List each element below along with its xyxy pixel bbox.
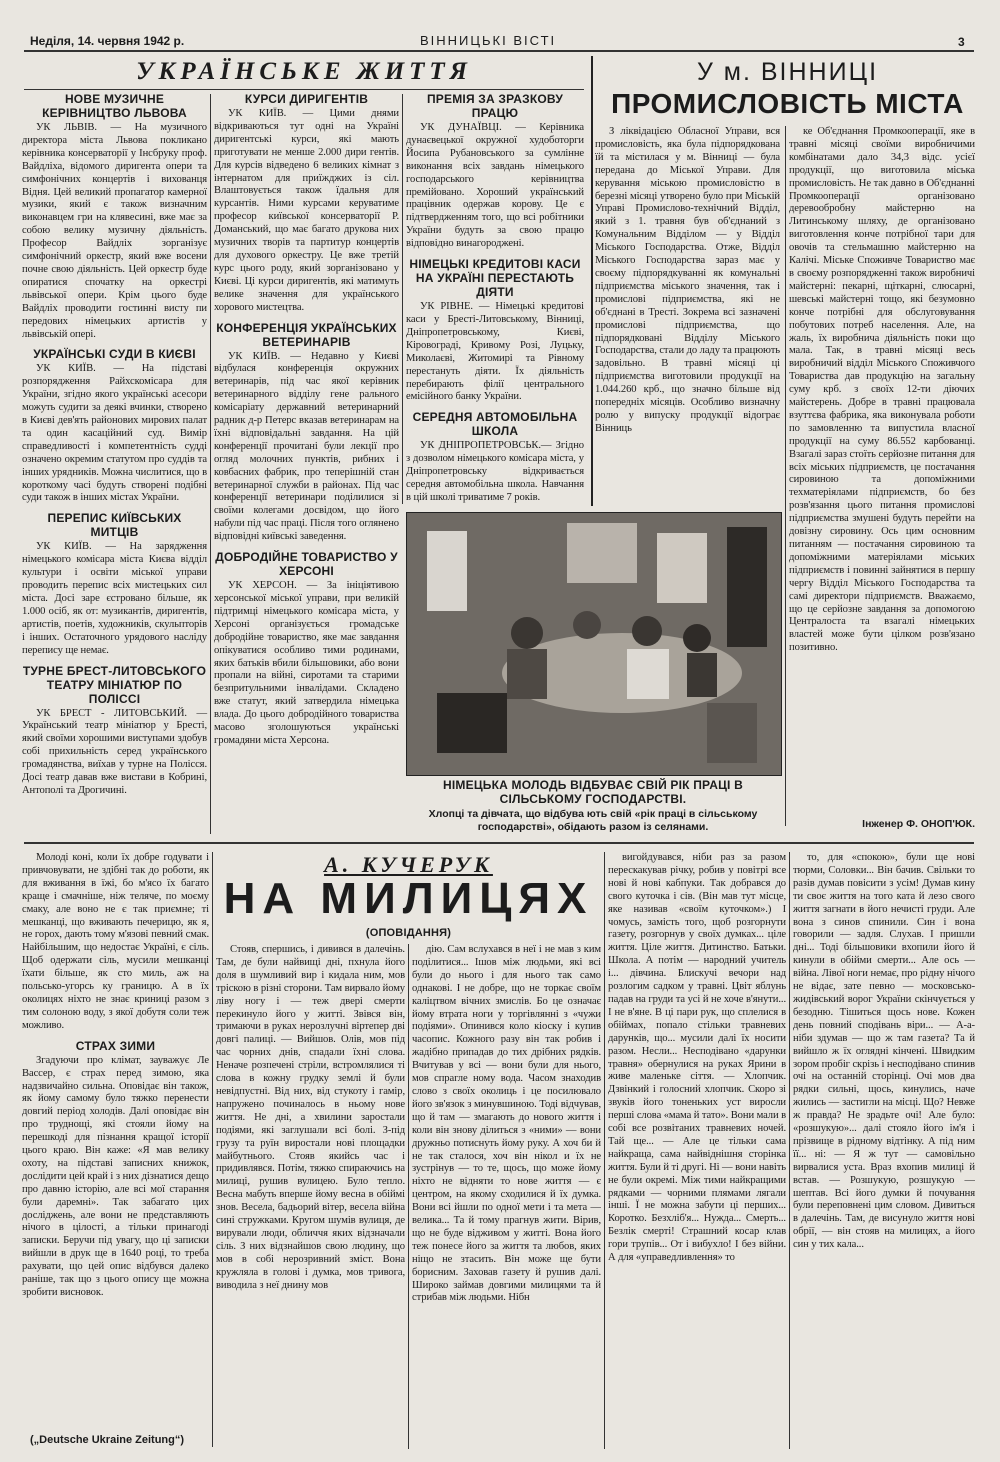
section-title-rule [24,89,584,90]
column-divider [212,852,213,1447]
left-column-1 [22,92,207,798]
article-title: ПЕРЕПИС КИЇВСЬКИХ МИТЦІВ [47,511,182,540]
article-title: КУРСИ ДИРИГЕНТІВ [244,92,369,106]
column-divider [210,94,211,834]
story-text: дію. Сам вслухався в неї і не мав з ким поділитися... Ішов між людьми, які всі були до нього і для нього так само однакові. І не добре, що не торкає своїм каліцтвом вічних змислів. Бо це означає йому втрата ноги у торгівлянні з «чужи подіями». Опинився коло кіоску і купив часопис. Кожного разу він так робив і жадібно припадав до тих дрібних рядків. Вчитував у всі — вони були для нього, мов спрагле ному вода. Часом знаходив слово з своїх околиць і це посилювало його зв'язок з минувшиною. Тоді відчував, що й там — змагають до нового життя і коли він знову ділиться з «ними» — вони дружньо потиснуть йому руку. А хоч би й не так сталося, хоч він нікол и їх не зустрінув — то те, щось, що може йому ніхто не відняти то нове життя — є центром, на якому сходилися й їх думка. Вони всі йшли по одної мети і та мета — велика... Та й тому прагнув жити. Вірив, що не буде відживом у житті. Вона його теж понесе його за життя та любов, яких ніщо не зтасить. Він може ще бути борисним. Заховав газету й рушив далі. Широко займав довгими милицями та й стрибав між людьми. Нібн [412,944,601,1304]
article-body: УК КИЇВ. — Недавно у Києві відбулася конференція окружних ветеринарів, під час якої керівник ветеринарного відділу гене рального комісаріату державний ветеринарний радник д-р Петерс вказав ветеринарам на їхні відповідальні завдання. На цій конференції прочитані були лекції про огляд молочних пунктів, рибних і ковбасних фабрик, про теперішній стан ветеринарної служби в районах. Під час конференції ветеринари поділилися зі своїми колегами досвідом, що його набули під час праці. Після того оглянено відповідні київські заведення. [214,350,399,543]
column-divider [604,852,605,1449]
photo-scene-icon [407,513,781,775]
article-body: УК ХЕРСОН. — За ініціятивою херсонської міської управи, при великій підтримці німецького комісара міста, у Херсоні організується громадське добродійне товариство, яке має завдання опікуватися особливо тими родинами, яких батьків вбили більшовики, або вони пропали на війні, сиротами та старими безпритульними інвалідами. Складено вже статут, який затвердила німецька влада. До цього добродійного товариства масово зголошуються українські громадяни міста Херсона. [214,580,399,746]
bottom-left-column [22,852,209,1432]
article-title: УКРАЇНСЬКІ СУДИ В КИЄВІ [33,347,196,362]
column-divider [789,852,790,1449]
article-title: НІМЕЦЬКІ КРЕДИТОВІ КАСИ НА УКРАЇНІ ПЕРЕСТАЮТЬ ДІЯТИ [409,257,581,300]
issue-date: Неділя, 14. червня 1942 р. [30,34,185,48]
story-title: НА МИЛИЦЯХ [223,874,594,923]
section-divider [591,56,593,506]
article-body: ке Об'єднання Промкооперації, яке в травні місяці своїми виробничими комбінатами дало 34,3 відс. усієї продукції, що виготовила міська промисловість. Не так давно в Об'єднанні Промкооперації організовано деревообробну майстерню на Литинському шляху, де організовано виготовлення конче потрібної тари для овочів та стельмашню майстерню на Калічі. Міське Споживче Товариство має в своєму розпорядженні також виробничі майстерні: пекарні, щіткарні, слюсарні, шевські майстерні тощо, які безумовно конче потрібні для обслуговування побутових потреб населення. Але, на жаль, їх виробнича діяльність поки що мала. Так, в травні місяці весь виробничий відділ Міського Споживчого Товариства дав продукцію на загальну суму крб. з своїх 12-ти діючих майстерень. Добре в травні працювала взуттєва фабрика, яка виконувала роботи по замовленню та випустила власної продукції на суму 86.552 карбованці. Взагалі зараз стоїть серйозне питання для всіх міських підприємств, це постачання сировиною та допоміжними техматеріялами підприємств, бо без розв'язання цього питання промислові підприємства змушені будуть перейти на довізну сировину. Ось цим основним питанням — постачання сировиною та допоміжними матеріялами міських підприємств і повинні зайнятися в першу чергу Відділ Міського Господарства та самі директори підприємств. Вважаємо, що це серйозне завдання за допомогою Централоста та взагалі німецьких властей може бути цілком розв'язано позитивно. [789,126,975,654]
column-divider [402,94,403,504]
article-body: УК ДУНАЇВЦІ. — Керівника дунаєвецької окружної худоботорги Йосипа Рубановського за сумлінне виконання всіх завдань німецького господарського керівництва премійовано. Хороший український працівник одержав корову. Це є підтвердженням того, що всі робітники України будуть за свою працю відповідно винагороджені. [406,122,584,250]
story-author: А. КУЧЕРУК [324,852,493,877]
article-title: ПРЕМІЯ ЗА ЗРАЗКОВУ ПРАЦЮ [426,92,564,120]
story-column-2 [412,944,601,1449]
story-subtitle: (ОПОВІДАННЯ) [365,927,452,939]
left-column-2 [214,92,399,748]
right-column-2 [789,126,975,816]
article-body: УК ДНІПРОПЕТРОВСЬК.— Згідно з дозволом німецького комісара міста, у Дніпропетровську відкривається середня автомобільна школа. Навчання в цій школі триватиме 7 років. [406,440,584,503]
photo-caption-title: НІМЕЦЬКА МОЛОДЬ ВІДБУВАЄ СВІЙ РІК ПРАЦІ В СІЛЬСЬКОМУ ГОСПОДАРСТВІ. [443,778,743,806]
right-column-1 [595,126,780,506]
column-divider [408,944,409,1449]
story-column-3 [608,852,786,1449]
article-body: УК РІВНЕ. — Німецькі кредитові каси у Бресті-Литовському, Вінниці, Дніпропетровському, Києві, Кіровограді, Кривому Розі, Луцьку, Миколаєві, Житомирі та Рівному перестануть діяти. Їх діяльність перебирають філії центрального емісійного банку України. [406,301,584,403]
article-title: ТУРНЕ БРЕСТ-ЛИТОВСЬКОГО ТЕАТРУ МІНІАТЮР ПО ПОЛІССІ [22,663,207,706]
article-title: СТРАХ ЗИМИ [75,1038,156,1053]
article-title: ДОБРОДІЙНЕ ТОВАРИСТВО У ХЕРСОНІ [215,550,398,579]
section-title-ukrainian-life: УКРАЇНСЬКЕ ЖИТТЯ [136,58,472,85]
masthead: ВІННИЦЬКІ ВІСТІ [420,33,557,48]
left-column-3 [406,92,584,505]
article-body: Згадуючи про клімат, зауважує Ле Вассер, є страх перед зимою, яка надзвичайно сильна. Оповідає він також, як йому самому було тяжко перенести довгий період холодів. Далі оповідає він про труднощі, які стояли йому на перешкоді для пізнання кращої історії цього краю. Він каже: «Я мав велику охоту, на підставі записних книжок, дослідити цей край і з них дізнатися дещо про давню історію, але всі мої старання були даремні». Так забагато цих досліджень, але вони не представляють нічого в цілості, а тільки принагоді записки. Беручи під увагу, що ці записки вийшли в друк ще в 1640 році, то треба рахувати, що цей опис відбувся далеко раніше, так що з цього опису ще можна зробити висновок. [22,1054,209,1298]
photo-youth-farm-meal [406,512,782,776]
article-body: УК ЛЬВІВ. — На музичного директора міста Львова покликано керівника консерваторії у Інсбруку проф. Вайдліха, відомого диригента опери та симфонічних концертів і вихованця Відня. Цей великий пропагатор камерної музики, який є також визначним виконавцем гри на клявесині, вже має за собою велику музичну діяльність. Професор Вайдліх зорганізує симфонічний оркестр, який вже восени почне свою діяльність. Цей оркестр буде опиратися спочатку на оркестрі львівської опери. Крім цього буде Вайдліх проводити гостинні висту пи передових німецьких артистів у львівській опері. [22,122,207,340]
article-body: УК КИЇВ. — Цими днями відкриваються тут одні на Україні диригентські курси, які мають приготувати не менше 2.000 дири гентів. Для курсів відведено 6 великих кімнат з інтернатом для приїжджих із сіл. Влаштовується також їдальня для курсантів. Ними курсами керуватиме професор київської консерваторії Р. Доманський, що має багато друкова них музичних творів та партитур концертів для духового оркестру. Це вже третій курс цього роду, який зорганізовано у Києві. Ці курси диригентів, які матимуть велике значення для українського хорового мистецтва. [214,108,399,313]
article-body: Молоді коні, коли їх добре годувати і привчовувати, не здібні так до роботи, як для вживання в їжі, бо м'ясо їх багато краще і смачніше, ніж теляче, по моєму смаку, але воно не є так приємне; ті мешканці, що вживають печерицю, як я, не горох, дають тому м'язові певний смак. Найбільшим, що недостає Україні, є сіль. Щоб одержати сіль, мусили мешканці їхати більше, як сто миль, аж на польсько-угорсь ку границю. А в їх околицях ніхто не знає криниці разом з тим солоною воду, з якої добутя соли теж можливо. [22,852,209,1031]
article-body: УК БРЕСТ - ЛИТОВСЬКИЙ. — Український театр мініатюр у Бресті, який своїми хорошими виступами здобув собі прихильність серед українського громадянства, виїхав у турне на Полісся. Досі театр давав вже вистави в Кобрині, Антополі та Дрогичині. [22,707,207,796]
headline-industry: ПРОМИСЛОВІСТЬ МІСТА [611,88,964,119]
article-title: КОНФЕРЕНЦІЯ УКРАЇНСЬКИХ ВЕТЕРИНАРІВ [216,320,397,349]
story-column-4 [793,852,975,1449]
story-column-1 [216,944,405,1449]
page-middle-rule [24,842,974,844]
page-number: 3 [958,35,965,49]
article-body: УК КИЇВ. — На зарядження німецького комісара міста Києва відділ культури і освіти міської управи проводить перепис всіх мистецьких сил міста. Досі заре єстровано більше, як 1.000 осіб, як от: музикантів, диригентів, артистів, поетів, художників, скульпторів і інших. Остаточного урядового насліду перепису ще немає. [22,541,207,656]
story-text: то, для «спокою», були ще нові тюрми, Соловки... Він бачив. Свільки то разів думав повісити з усім! Думав кину ти своє життя на того ката й лезо свого життя загнати в його нечисті груди. Але вона з синов спинили. Син і вона говорили — задля. Слухав. І пришли дні... Тоді більшовики вхопили його й кинули в обійми смерти... Але ось — війна. Лівої ноги немає, про рідну нічого не відає, зате певно — московсько-жидівський ворог України скінчується у безодню. Тішиться щось нове. Кожен день повний сподівань віри... — А-а-ніби здумав — що ж там газета? Та й вийшло ж їх оглядні кінчені. Швидким зором пробіг скрізь і несподівано спинив очі на останній сторінці. Очі мов два рядки сильні, щось, кинулись, наче жились — застигли на місці. Що? Невже ж правда? Не зрадьте очі! Але було: «розшукую»... далі стояло його ім'я і прізвище в рідному відтінку. А під ним її... ні: — Я ж тут — самовільно вирвалися уста. Враз вхопив милиці й встав. — Розшукую, розшукую — шептав. Всі його думки й почування були переповнені цим словом. Дивиться в далечінь. Там, де висунуло життя нові обрії, — він стояв на милицях, а його син у тих кала... [793,852,975,1251]
section-title-vinnytsia: У м. ВІННИЦІ [696,58,879,86]
photo-caption-body: Хлопці та дівчата, що відбува ють свій «рік праці в сільському господарстві», обідають разом із селянами. [428,808,758,833]
story-text: Стояв, спершись, і дивився в далечінь. Там, де були найвищі дні, пхнула його доля в шумливий вир і кидала ним, мов тріскою в різні сторони. Там вирвало йому ліву ногу і — теж двері смерти перекинуло його у житті. Звівся він, тримаючи в руках нерозлучні віртепер дві довгі палиці. — Вийшов. Олів, мов під час чорних днів, спадали їхні слова. Неначе розпечені стріли, встромлялися ті слова в кожну грудку землі й були невідпустні. Від них, від стукоту і гамір, напружено починалось в ньому нове життя. Не дні, а хвилини заростали подіями, які заглушали всі болі. З-під грузу та руїн виростали нові площадки майбутнього. Стояв якийсь час і придивлявся. Потім, тяжко спираючись на милиці, рушив вулицею. Було тепло. Весна мабуть вперше йому весна в обіймі знов. Весела, бадьорий вітер, весела війна сині стружками. Кругом шумів вулиця, де вирували люди, обличчя яких відзначали сіль. З них відзнайшов свою людину, що мов в собі нерозривний зміст. Вона кружляла в голові і думка, мов тривога, виводила з неї днину мов [216,944,405,1291]
header-rule [24,50,974,52]
source-citation: („Deutsche Ukraine Zeitung“) [30,1434,185,1446]
article-title: НОВЕ МУЗИЧНЕ КЕРІВНИЦТВО ЛЬВОВА [42,92,187,120]
story-text: вигойдувався, ніби раз за разом перескакував річку, робив у повітрі все нові й нові кабпуки. Так добрався до свого куточка і сів. (Він мав тут місце, яке називав «своїм куточком».) І чомусь, замість того, щоб розгорнути газету, розгорнув у своїх думках... ціле життя. Ціле життя. Дитинство. Батьки. Школа. А потім — народний учитель і... дівчина. Блискучі вечори над розлогим садком у травні. Цвіт яблунь падав на груди та усі й не хоче в'янути... І не в'яне. В ці пари рук, що сплелися в обіймах, попало стільки травневих дарунків, що... мусили далі їх носити разом. Несли... Несподівано «дарунки травня» обернулися на руках Ярини в живе маленьке сіття. — Хлопчик. Дзвінкий і голосний хлопчик. Скоро зі звуків його тоненьких уст виросли перші слова «мама й тато». Вони мали в собі все розвітаних травневих ночей. Тай ще... — Але це тільки сама найкраща, сама найвіднішня сторінка життя. Були й ті другі. Ні — вони навіть не були окремі. Між тими найкращими рядками — чорними плямами лягали інші. Ї не можна забути ці перших... Коротко. Безхліб'я... Нужда... Смерть... Безлік смерті! Страшний косар клав гори трупів... От і вибухло! І без війни. А для «управедливлення» то [608,852,786,1264]
column-divider [785,126,786,826]
article-body: УК КИЇВ. — На підставі розпорядження Райхскомісара для України, згідно якого українські асесори можуть судити за деякі вчинки, створено в Києві дев'ять районових мирових палат та один касаційний суд. Вимір справедливості і компетентність судді означено окремим статутом про суддів та інших урядників. Можна числитися, що в короткому часі будуть створені подібні суди також в інших містах України. [22,363,207,504]
article-title: СЕРЕДНЯ АВТОМОБІЛЬНА ШКОЛА [412,410,578,439]
article-signature: Інженер Ф. ОНОП'ЮК. [862,818,975,830]
article-body: З ліквідацією Обласної Управи, вся промисловість, яка була підпорядкована їй та містилася у м. Вінниці — була передана до Міської Управи. Для керування міською промисловістю в березні місяці утворено було при Міській Управі Промислово-технічний Відділ, який з 1. травня був об'єднаний з Комунальним Відділом — у Відділ Міського Господарства. Отже, Відділ Міського Господарства зараз має у своєму підпорядкуванні як комунальні підприємства міського значення, так і промислові підприємства, які не об'єднані в Тресті. Зокрема всі зазначені промислові підприємства, що підпорядковані Відділу Міського Господарства, стали до ладу та працюють задовільно. В травні місяці ці підприємства виготовили продукції на 1.044.260 крб., що значно більше від попередніх місяців. Особливо визначну ролю у випуску продукції відограє Вінниць [595,126,780,434]
